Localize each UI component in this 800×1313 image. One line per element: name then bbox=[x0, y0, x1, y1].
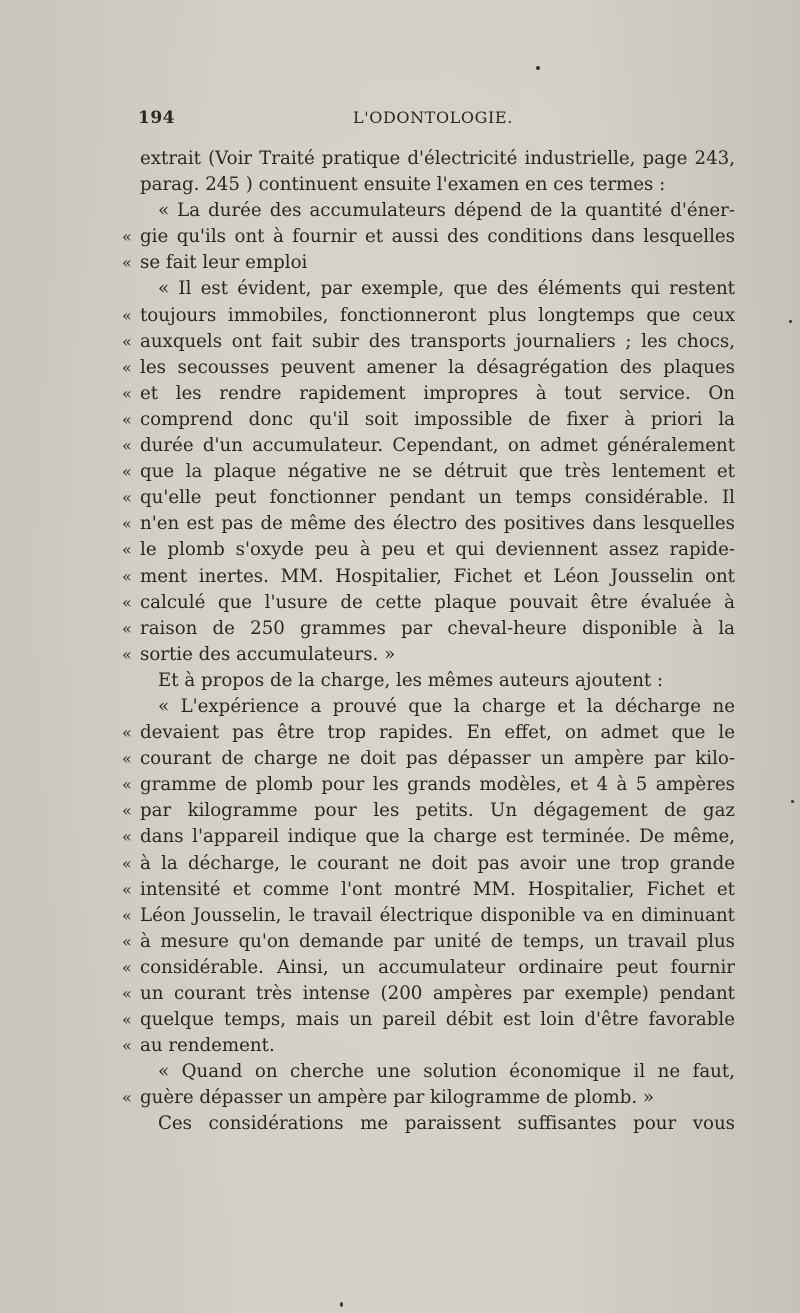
text-line bbox=[122, 981, 735, 1007]
line-text: qu'elle peut fonctionner pendant un temps considérable. Il bbox=[140, 487, 735, 509]
line-text: au rendement. bbox=[140, 1035, 275, 1057]
text-line bbox=[122, 642, 735, 668]
line-text: le plomb s'oxyde peu à peu et qui deviennent assez rapide- bbox=[140, 539, 735, 561]
line-text: courant de charge ne doit pas dépasser un ampère par kilo- bbox=[140, 748, 735, 770]
page-number: 194 bbox=[138, 108, 175, 128]
quote-mark: « bbox=[122, 723, 132, 743]
line-text: extrait (Voir Traité pratique d'électricité industrielle, page 243, bbox=[140, 148, 735, 169]
line-text: un courant très intense (200 ampères par exemple) pendant bbox=[140, 983, 735, 1004]
quote-mark: « bbox=[122, 957, 132, 977]
quote-mark: « bbox=[122, 827, 132, 847]
quote-mark: « bbox=[122, 383, 132, 403]
text-line bbox=[140, 1111, 735, 1137]
text-line bbox=[140, 1059, 735, 1085]
line-text: « Il est évident, par exemple, que des éléments qui restent bbox=[158, 278, 735, 300]
line-text: que la plaque négative ne se détruit que très lentement et bbox=[140, 461, 735, 483]
quote-mark: « bbox=[122, 618, 132, 638]
text-line bbox=[122, 720, 735, 746]
line-text: quelque temps, mais un pareil débit est loin d'être favorable bbox=[140, 1009, 735, 1031]
text-line bbox=[140, 146, 735, 172]
running-title: L'ODONTOLOGIE. bbox=[353, 108, 513, 127]
text-line bbox=[140, 668, 735, 694]
text-line bbox=[122, 511, 735, 537]
line-text: parag. 245 ) continuent ensuite l'examen en ces termes : bbox=[140, 174, 666, 196]
ink-speck bbox=[791, 800, 794, 803]
quote-mark: « bbox=[122, 775, 132, 795]
text-line bbox=[122, 1033, 735, 1059]
text-line bbox=[140, 198, 735, 224]
line-text: dans l'appareil indique que la charge est terminée. De même, bbox=[140, 826, 735, 848]
quote-mark: « bbox=[122, 749, 132, 769]
text-line bbox=[122, 485, 735, 511]
text-line bbox=[122, 459, 735, 485]
quote-mark: « bbox=[122, 853, 132, 873]
text-line bbox=[122, 746, 735, 772]
text-line bbox=[122, 1007, 735, 1033]
line-text: comprend donc qu'il soit impossible de fixer à priori la bbox=[140, 408, 735, 430]
quote-mark: « bbox=[122, 357, 132, 377]
text-line bbox=[122, 407, 735, 433]
line-text: considérable. Ainsi, un accumulateur ordinaire peut fournir bbox=[140, 956, 735, 978]
quote-mark: « bbox=[122, 488, 132, 508]
quote-mark: « bbox=[122, 1036, 132, 1056]
line-text: « L'expérience a prouvé que la charge et la décharge ne bbox=[158, 695, 735, 717]
line-text: auxquels ont fait subir des transports journaliers ; les chocs, bbox=[140, 330, 735, 352]
line-text: intensité et comme l'ont montré MM. Hospitalier, Fichet et bbox=[140, 878, 735, 900]
line-text: Léon Jousselin, le travail électrique disponible va en diminuant bbox=[140, 904, 735, 926]
quote-mark: « bbox=[122, 1088, 132, 1108]
line-text: à mesure qu'on demande par unité de temps, un travail plus bbox=[140, 930, 735, 952]
text-line bbox=[122, 772, 735, 798]
quote-mark: « bbox=[122, 801, 132, 821]
quote-mark: « bbox=[122, 227, 132, 247]
line-text: gie qu'ils ont à fournir et aussi des conditions dans lesquelles bbox=[140, 226, 735, 248]
text-line bbox=[122, 1085, 735, 1111]
text-line bbox=[122, 224, 735, 250]
text-line bbox=[122, 433, 735, 459]
body-text bbox=[122, 146, 735, 1138]
text-line bbox=[122, 564, 735, 590]
line-text: « Quand on cherche une solution économique il ne faut, bbox=[158, 1061, 735, 1083]
text-line bbox=[122, 851, 735, 877]
quote-mark: « bbox=[122, 305, 132, 325]
text-line bbox=[122, 381, 735, 407]
text-line bbox=[140, 276, 735, 302]
page-header bbox=[138, 108, 733, 132]
quote-mark: « bbox=[122, 409, 132, 429]
quote-mark: « bbox=[122, 1010, 132, 1030]
quote-mark: « bbox=[122, 331, 132, 351]
line-text: par kilogramme pour les petits. Un dégagement de gaz bbox=[140, 800, 735, 822]
text-line bbox=[122, 590, 735, 616]
quote-mark: « bbox=[122, 514, 132, 534]
quote-mark: « bbox=[122, 436, 132, 456]
text-line bbox=[122, 616, 735, 642]
text-line bbox=[122, 329, 735, 355]
text-line bbox=[122, 798, 735, 824]
quote-mark: « bbox=[122, 879, 132, 899]
text-line bbox=[140, 172, 735, 198]
quote-mark: « bbox=[122, 253, 132, 273]
line-text: ment inertes. MM. Hospitalier, Fichet et Léon Jousselin ont bbox=[140, 565, 735, 587]
line-text: les secousses peuvent amener la désagrégation des plaques bbox=[140, 356, 735, 378]
line-text: durée d'un accumulateur. Cependant, on admet généralement bbox=[140, 435, 735, 457]
quote-mark: « bbox=[122, 644, 132, 664]
line-text: devaient pas être trop rapides. En effet, on admet que le bbox=[140, 722, 735, 744]
quote-mark: « bbox=[122, 592, 132, 612]
text-line bbox=[122, 303, 735, 329]
text-line bbox=[122, 903, 735, 929]
line-text: Et à propos de la charge, les mêmes auteurs ajoutent : bbox=[158, 669, 664, 691]
text-line bbox=[122, 929, 735, 955]
ink-speck bbox=[340, 1302, 343, 1307]
line-text: gramme de plomb pour les grands modèles, et 4 à 5 ampères bbox=[140, 774, 735, 796]
line-text: guère dépasser un ampère par kilogramme de plomb. » bbox=[140, 1087, 655, 1109]
line-text: toujours immobiles, fonctionneront plus longtemps que ceux bbox=[140, 304, 735, 326]
text-line bbox=[122, 250, 735, 276]
quote-mark: « bbox=[122, 984, 132, 1003]
quote-mark: « bbox=[122, 540, 132, 560]
line-text: se fait leur emploi bbox=[140, 252, 308, 274]
line-text: sortie des accumulateurs. » bbox=[140, 643, 396, 665]
text-line bbox=[122, 355, 735, 381]
text-line bbox=[140, 694, 735, 720]
text-line bbox=[122, 877, 735, 903]
quote-mark: « bbox=[122, 462, 132, 482]
quote-mark: « bbox=[122, 931, 132, 951]
line-text: « La durée des accumulateurs dépend de la quantité d'éner- bbox=[158, 200, 735, 222]
text-line bbox=[122, 955, 735, 981]
line-text: calculé que l'usure de cette plaque pouvait être évaluée à bbox=[140, 591, 735, 613]
line-text: raison de 250 grammes par cheval-heure disponible à la bbox=[140, 617, 735, 639]
text-line bbox=[122, 537, 735, 563]
ink-speck bbox=[789, 320, 792, 323]
line-text: à la décharge, le courant ne doit pas avoir une trop grande bbox=[140, 852, 735, 874]
line-text: n'en est pas de même des électro des positives dans lesquelles bbox=[140, 513, 735, 535]
line-text: Ces considérations me paraissent suffisantes pour vous bbox=[158, 1113, 735, 1135]
ink-speck bbox=[536, 66, 540, 70]
line-text: et les rendre rapidement impropres à tout service. On bbox=[140, 382, 735, 404]
text-line bbox=[122, 824, 735, 850]
quote-mark: « bbox=[122, 905, 132, 925]
quote-mark: « bbox=[122, 566, 132, 586]
